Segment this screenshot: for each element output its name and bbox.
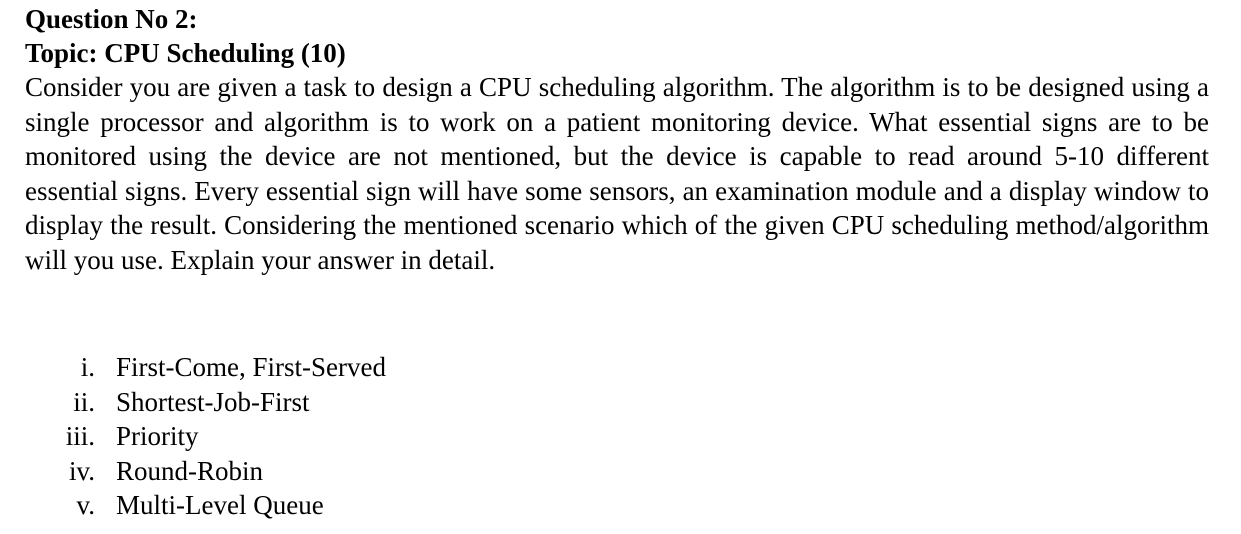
question-title: Question No 2: <box>25 4 198 34</box>
question-body: Consider you are given a task to design a CPU scheduling algorithm. The algorithm is to be designed using a single processor and algorithm is to work on a patient monitoring device. What essential signs are to be monitored using the device are not mentioned, but the device is capable to read around 5-10 different essential signs. Every essential sign will have some sensors, an examination module and a display window to display the result. Considering the mentioned scenario which of the given CPU scheduling method/algorithm will you use. Explain your answer in detail. <box>25 72 1209 275</box>
option-text: Priority <box>116 421 199 451</box>
option-text: Shortest-Job-First <box>116 386 310 417</box>
option-marker: iv. <box>69 455 95 486</box>
question-document <box>25 0 1209 520</box>
option-text: First-Come, First-Served <box>116 352 386 382</box>
option-marker: ii. <box>73 386 95 417</box>
topic-heading: Topic: CPU Scheduling (10) <box>25 38 346 68</box>
option-marker: v. <box>76 490 95 520</box>
option-text: Multi-Level Queue <box>116 490 324 520</box>
option-text: Round-Robin <box>116 455 264 486</box>
option-marker: iii. <box>65 421 95 451</box>
option-marker: i. <box>80 352 95 382</box>
